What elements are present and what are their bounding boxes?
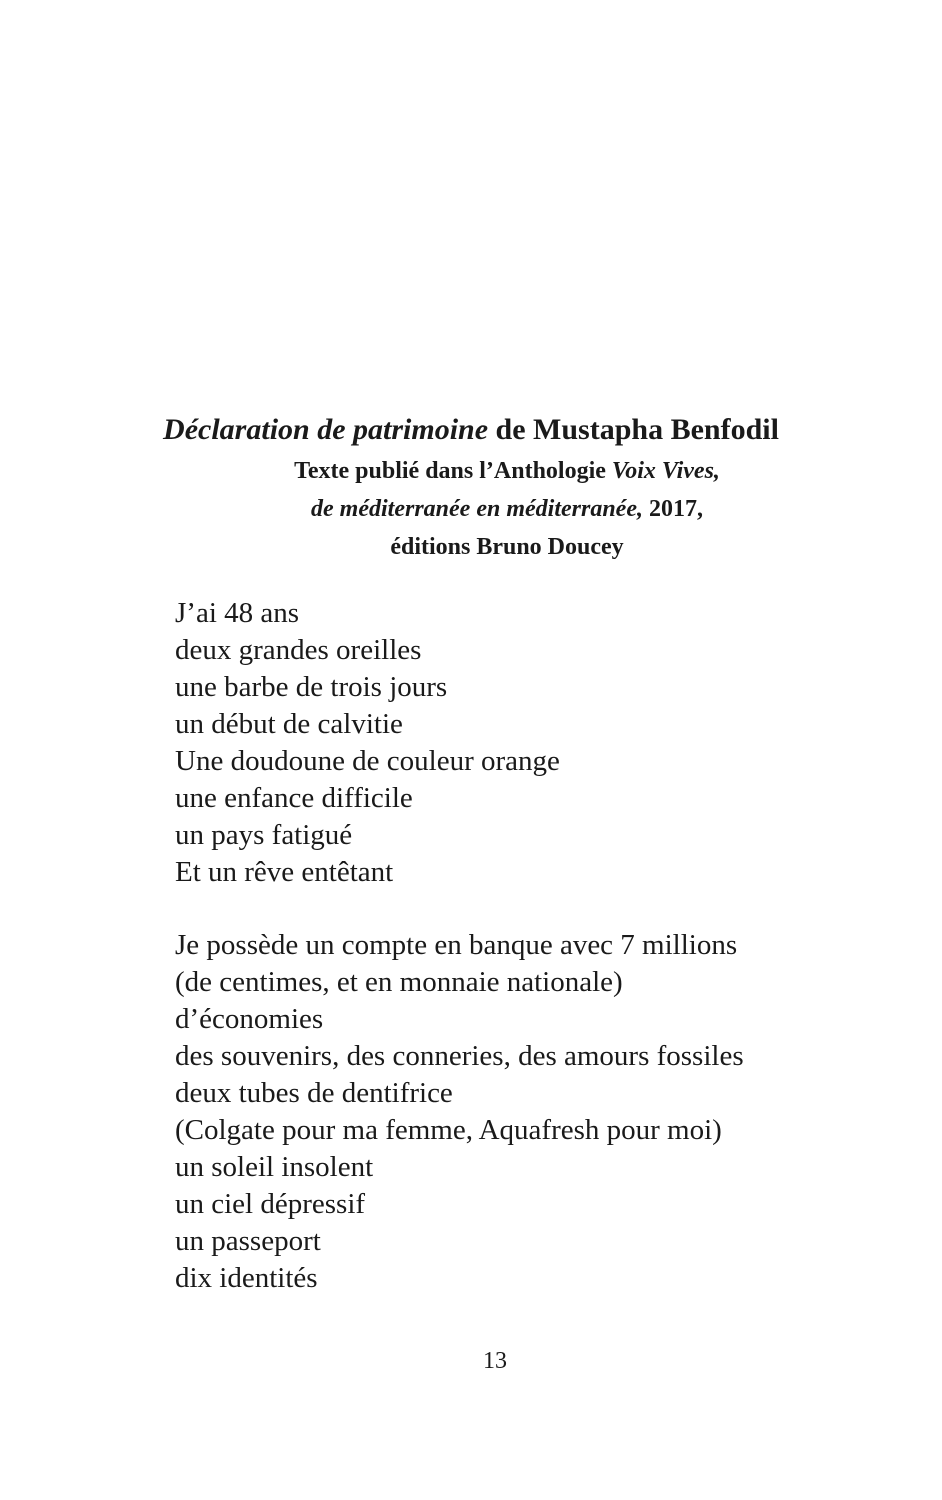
poem-line: J’ai 48 ans bbox=[175, 597, 300, 629]
poem-line: une barbe de trois jours bbox=[175, 671, 448, 703]
poem-line: un début de calvitie bbox=[175, 708, 403, 740]
source-line-2-text: 2017, bbox=[642, 496, 703, 522]
poem-line: d’économies bbox=[175, 1003, 324, 1035]
source-line-1-italic: Voix Vives, bbox=[611, 458, 720, 484]
poem-line: Je possède un compte en banque avec 7 millions bbox=[175, 929, 738, 961]
source-line-3-text: éditions Bruno Doucey bbox=[390, 534, 624, 560]
stanza-1 bbox=[175, 595, 875, 891]
stanza-2 bbox=[175, 927, 875, 1297]
poem-header bbox=[0, 408, 942, 566]
poem-title bbox=[72, 408, 870, 452]
source-line-3 bbox=[72, 528, 942, 566]
poem-line: Une doudoune de couleur orange bbox=[175, 745, 560, 777]
poem-line: un ciel dépressif bbox=[175, 1188, 366, 1220]
source-line-2-italic: de méditerranée en méditerranée, bbox=[311, 496, 643, 522]
poem-line: une enfance difficile bbox=[175, 782, 413, 814]
title-italic: Déclaration de patrimoine bbox=[163, 413, 489, 446]
poem-body bbox=[175, 595, 875, 1333]
source-line-2 bbox=[72, 490, 942, 528]
source-line-1-text: Texte publié dans l’Anthologie bbox=[294, 458, 612, 484]
poem-line: deux grandes oreilles bbox=[175, 634, 422, 666]
poem-line: un pays fatigué bbox=[175, 819, 353, 851]
source-line-1 bbox=[72, 452, 942, 490]
page-number: 13 bbox=[483, 1348, 507, 1374]
poem-line: un soleil insolent bbox=[175, 1151, 374, 1183]
poem-line: (de centimes, et en monnaie nationale) bbox=[175, 966, 623, 998]
poem-line: Et un rêve entêtant bbox=[175, 856, 394, 888]
poem-line: un passeport bbox=[175, 1225, 321, 1257]
poem-line: des souvenirs, des conneries, des amours fossiles bbox=[175, 1040, 744, 1072]
poem-line: (Colgate pour ma femme, Aquafresh pour moi) bbox=[175, 1114, 722, 1146]
poem-line: deux tubes de dentifrice bbox=[175, 1077, 453, 1109]
poem-line: dix identités bbox=[175, 1262, 318, 1294]
title-author: de Mustapha Benfodil bbox=[488, 413, 779, 446]
